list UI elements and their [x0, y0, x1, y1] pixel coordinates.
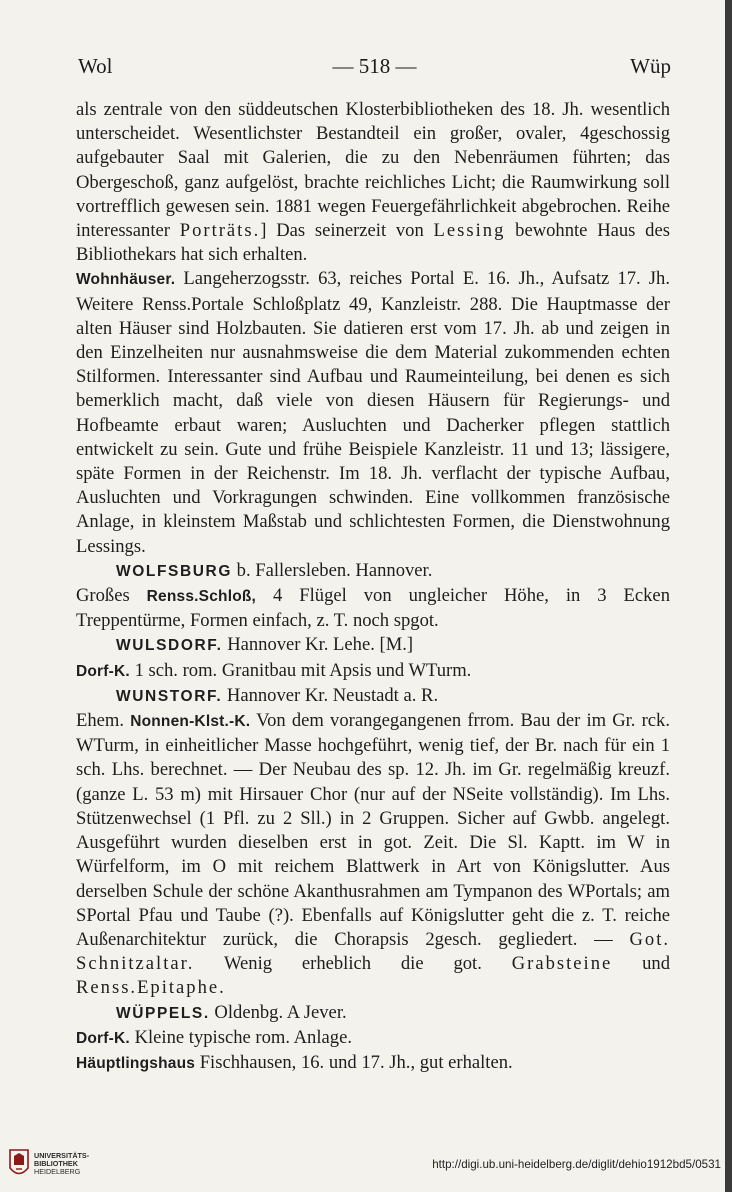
- place-location: Hannover Kr. Neustadt a. R.: [226, 684, 439, 706]
- entry-text: Kleine typische rom. Anlage.: [134, 1026, 352, 1048]
- spaced-term: Porträts.: [179, 220, 261, 242]
- place-location: Hannover Kr. Lehe. [M.]: [227, 634, 414, 656]
- entry-label: Dorf-K.: [76, 1029, 130, 1047]
- entry-prefix: Ehem.: [76, 710, 125, 732]
- place-heading-wueppels: [76, 1001, 670, 1026]
- spaced-term: Got. Schnitzaltar.: [76, 928, 671, 975]
- place-title: WUNSTORF.: [116, 687, 223, 705]
- entry-text: 4 Flügel von ungleicher Höhe, in 3 Ecken Treppentürme, Formen einfach, z. T. noch spgot.: [76, 585, 670, 632]
- entry-label: Dorf-K.: [76, 662, 130, 680]
- page-body: [76, 98, 670, 1076]
- place-heading-wolfsburg: [76, 559, 670, 584]
- page-header: [78, 54, 671, 84]
- library-name: [34, 1152, 89, 1176]
- entry-label: Wohnhäuser.: [76, 271, 176, 289]
- library-name-line: UNIVERSITÄTS-: [34, 1151, 90, 1160]
- entry-wohnhaeuser: [76, 267, 670, 558]
- place-location: Oldenbg. A Jever.: [214, 1001, 347, 1023]
- heidelberg-library-seal-icon: [8, 1148, 30, 1180]
- place-title: WOLFSBURG: [116, 562, 232, 580]
- spaced-name: Lessing: [433, 220, 506, 242]
- entry-wunstorf-kirche: [76, 709, 670, 1000]
- place-location: b. Fallersleben. Hannover.: [236, 559, 433, 581]
- place-title: WULSDORF.: [116, 637, 223, 655]
- entry-wueppels-kirche: [76, 1026, 670, 1051]
- entry-text: 1 sch. rom. Granitbau mit Apsis und WTurm.: [134, 659, 472, 681]
- entry-wueppels-haus: [76, 1051, 670, 1076]
- digitization-footer: [0, 1140, 725, 1192]
- entry-text: Langeherzogsstr. 63, reiches Portal E. 16. Jh., Aufsatz 17. Jh. Weitere Renss.Portale Schloßplatz 49, Kanzleistr. 288. Die Hauptmasse der alten Häuser sind Holzbauten. Sie datieren erst vom 17. Jh. ab und zeigen in den Einzelheiten nur ausnahmsweise die dem Material zukommenden echten Stilformen. Interessanter sind Aufbau und Raumeinteilung, bei denen es sich bemerklich macht, daß viele von diesen Häusern für Regierungs- und Hofbeamte erbaut waren; Ausluchten und Dacherker pflegen stattlich entwickelt zu sein. Gute und frühe Beispiele Kanzleistr. 11 und 13; lässigere, späte Formen in der Reichenstr. Im 18. Jh. verflacht der typische Aufbau, Ausluchten und Vorkragungen schwinden. Eine vollkommen französische Anlage, in kleinstem Maßstab und schlichtesten Formen, die Dienstwohnung Lessings.: [76, 268, 670, 557]
- entry-prefix: Großes: [76, 585, 130, 607]
- entry-label: Nonnen-Klst.-K.: [130, 713, 251, 731]
- paragraph-continued: [76, 98, 670, 267]
- header-left-keyword: Wol: [78, 54, 113, 78]
- library-name-line: BIBLIOTHEK: [34, 1159, 78, 1168]
- page-number: — 518 —: [332, 54, 417, 78]
- place-heading-wulsdorf: [76, 633, 670, 658]
- entry-wolfsburg-schloss: [76, 584, 670, 633]
- entry-label: Renss.Schloß,: [146, 588, 257, 606]
- place-title: WÜPPELS.: [116, 1004, 210, 1022]
- entry-text: und: [642, 953, 670, 975]
- paragraph-text: bewohnte Haus des Bibliothekars hat sich erhalten.: [76, 220, 670, 266]
- entry-text: Fischhausen, 16. und 17. Jh., gut erhalten.: [199, 1051, 513, 1073]
- paragraph-text: ] Das seinerzeit von: [260, 220, 424, 242]
- entry-text: Von dem vorangegangenen frrom. Bau der im Gr. rck. WTurm, in einheitlicher Masse hochgeführt, wenig tief, der Br. nach für ein 1 sch. Lhs. berechnet. — Der Neubau des sp. 12. Jh. im Gr. regelmäßig kreuzf. (ganze L. 53 m) mit Hirsauer Chor (nur auf der NSeite vollständig). Im Lhs. Stützenwechsel (1 Pfl. zu 2 Sll.) in 2 Gruppen. Sicher auf Gwbb. angelegt. Ausgeführt wurden dieselben erst in got. Zeit. Die Sl. Kaptt. im W in Würfelform, im O mit reichem Blattwerk in Art von Königslutter. Aus derselben Schule der schöne Akanthusrahmen am Tympanon des WPortals; am SPortal Pfau und Taube (?). Ebenfalls auf Königslutter geht die z. T. reiche Außenarchitektur zurück, die Chorapsis 2gesch. gegliedert. —: [76, 710, 670, 950]
- source-link[interactable]: http://digi.ub.uni-heidelberg.de/diglit/dehio1912bd5/0531: [432, 1158, 721, 1171]
- place-heading-wunstorf: [76, 684, 670, 709]
- entry-label: Häuptlingshaus: [76, 1054, 196, 1072]
- header-right-keyword: Wüp: [630, 54, 671, 78]
- scan-border: [725, 0, 732, 1192]
- entry-text: Wenig erheblich die got.: [223, 953, 482, 975]
- paragraph-text: als zentrale von den süddeutschen Klosterbibliotheken des 18. Jh. wesentlich unterscheidet. Wesentlichster Bestandteil ein großer, ovaler, 4geschossig aufgebauter Saal mit Galerien, die zu den Nebenräumen führten; das Obergeschoß, ganz aufgelöst, brachte reichliches Licht; die Raumwirkung soll vortrefflich gewesen sein. 1881 wegen Feuergefährlichkeit abgebrochen. Reihe interessanter: [76, 99, 670, 242]
- library-name-line: HEIDELBERG: [34, 1167, 81, 1176]
- entry-wulsdorf-kirche: [76, 659, 670, 684]
- spaced-term: Renss.Epitaphe.: [76, 977, 226, 999]
- spaced-term: Grabsteine: [511, 953, 613, 975]
